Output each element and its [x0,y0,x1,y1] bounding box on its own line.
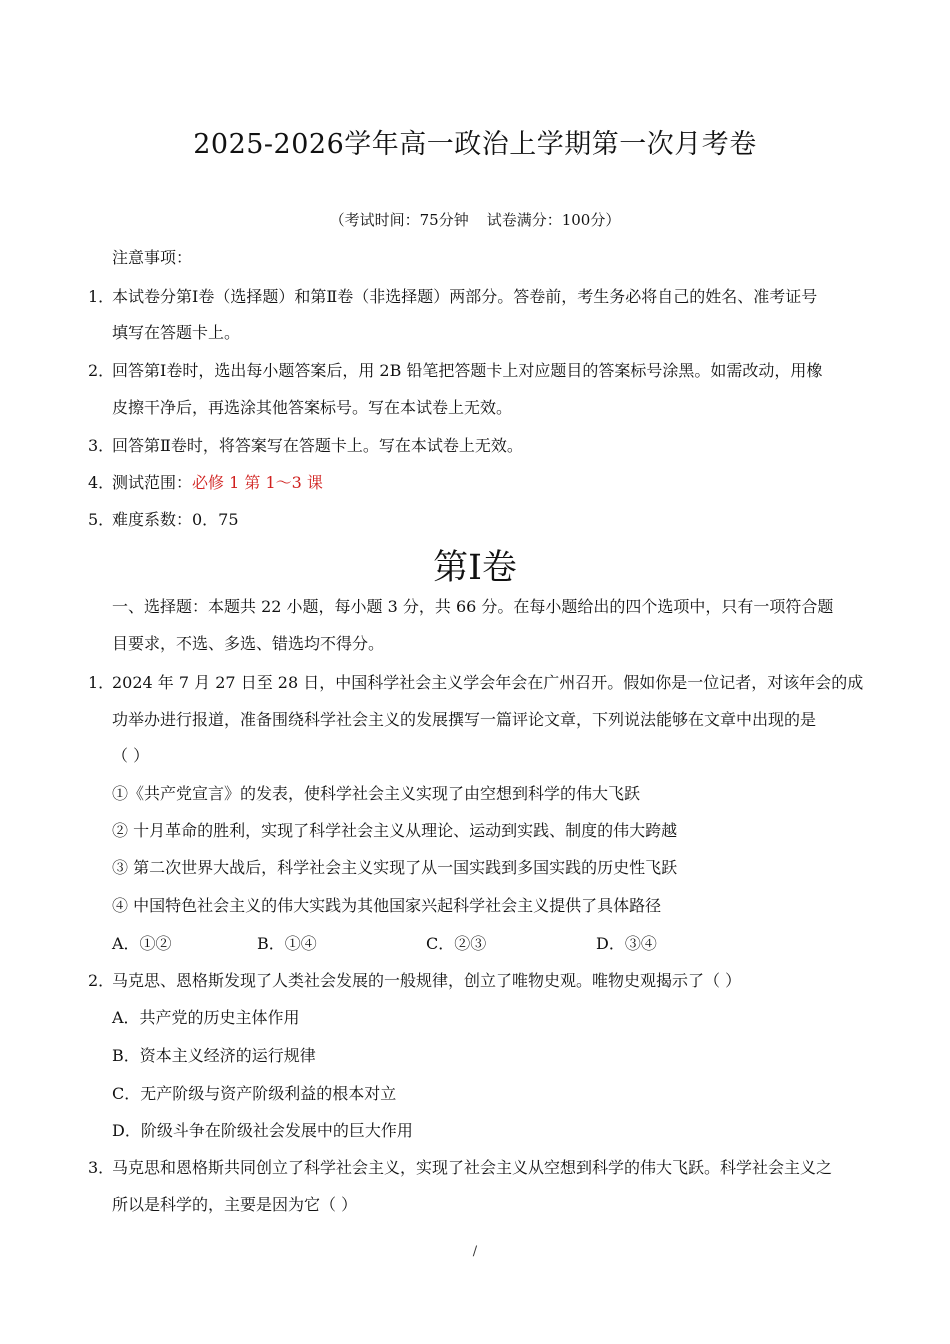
question-1-statement-2: ② 十月革命的胜利，实现了科学社会主义从理论、运动到实践、制度的伟大跨越 [112,821,678,840]
note-3-number: 3． [88,436,115,455]
question-1-option-d: D．③④ [596,934,657,953]
note-5-line-1: 难度系数：0．75 [112,510,239,529]
question-2-option-d: D．阶级斗争在阶级社会发展中的巨大作用 [112,1121,413,1140]
instructions-line-1: 一、选择题：本题共 22 小题，每小题 3 分，共 66 分。在每小题给出的四个选项中，只有一项符合题 [112,597,834,616]
question-1-option-a: A．①② [112,934,172,953]
note-4-line [112,473,323,493]
question-1-option-c: C．②③ [426,934,487,953]
question-3-number: 3． [88,1158,115,1177]
note-3-line-1: 回答第Ⅱ卷时，将答案写在答题卡上。写在本试卷上无效。 [112,436,523,455]
scope-value: 必修 1 第 1～3 课 [192,473,323,492]
question-2-option-b: B．资本主义经济的运行规律 [112,1046,316,1065]
note-4-number: 4． [88,473,115,492]
question-2-option-a: A．共产党的历史主体作用 [112,1008,300,1027]
question-2-number: 2． [88,971,115,990]
exam-title: 2025-2026学年高一政治上学期第一次月考卷 [193,129,757,160]
exam-info [0,209,950,230]
section-title: 第Ⅰ卷 [433,548,517,588]
question-2-line-1: 马克思、恩格斯发现了人类社会发展的一般规律，创立了唯物史观。唯物史观揭示了（ ） [112,971,742,990]
question-1-option-b: B．①④ [257,934,317,953]
note-1-line-2: 填写在答题卡上。 [112,323,241,342]
question-1-statement-3: ③ 第二次世界大战后，科学社会主义实现了从一国实践到多国实践的历史性飞跃 [112,858,678,877]
instructions-line-2: 目要求，不选、多选、错选均不得分。 [112,634,385,653]
scope-label: 测试范围： [112,473,193,492]
question-2-option-c: C．无产阶级与资产阶级利益的根本对立 [112,1084,397,1103]
note-2-line-2: 皮擦干净后，再选涂其他答案标号。写在本试卷上无效。 [112,398,513,417]
note-1-line-1: 本试卷分第Ⅰ卷（选择题）和第Ⅱ卷（非选择题）两部分。答卷前，考生务必将自己的姓名、准考证号 [112,287,818,306]
exam-time: （考试时间：75分钟 [329,211,469,229]
question-1-line-3: （ ） [112,746,150,765]
page-footer: / [472,1244,478,1259]
note-2-number: 2． [88,361,115,380]
notes-heading: 注意事项： [112,248,193,267]
note-1-number: 1． [88,287,115,306]
question-1-statement-1: ①《共产党宣言》的发表，使科学社会主义实现了由空想到科学的伟大飞跃 [112,784,641,803]
note-5-number: 5． [88,510,115,529]
question-1-statement-4: ④ 中国特色社会主义的伟大实践为其他国家兴起科学社会主义提供了具体路径 [112,896,662,915]
question-1-number: 1． [88,673,115,692]
question-3-line-2: 所以是科学的，主要是因为它（ ） [112,1195,358,1214]
question-3-line-1: 马克思和恩格斯共同创立了科学社会主义，实现了社会主义从空想到科学的伟大飞跃。科学社会主义之 [112,1158,833,1177]
note-2-line-1: 回答第Ⅰ卷时，选出每小题答案后，用 2B 铅笔把答题卡上对应题目的答案标号涂黑。如需改动，用橡 [112,361,823,380]
question-1-line-2: 功举办进行报道，准备围绕科学社会主义的发展撰写一篇评论文章，下列说法能够在文章中出现的是 [112,710,817,729]
question-1-line-1: 2024 年 7 月 27 日至 28 日，中国科学社会主义学会年会在广州召开。假如你是一位记者，对该年会的成 [112,673,864,692]
exam-score: 试卷满分：100分） [486,211,621,229]
